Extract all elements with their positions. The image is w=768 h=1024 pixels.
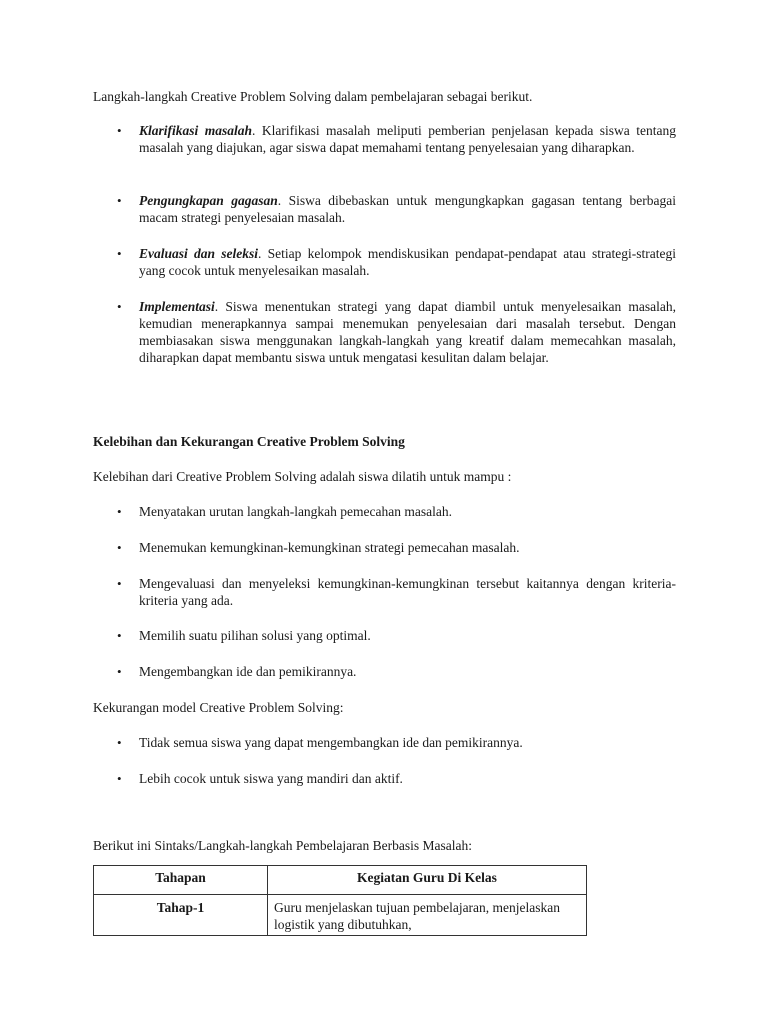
list-item: • Menyatakan urutan langkah-langkah pemecahan masalah. xyxy=(117,504,452,519)
bullet-icon: • xyxy=(117,123,122,138)
step-text: . Siswa menentukan strategi yang dapat diambil untuk menyelesaikan masalah, kemudian menerapkannya sampai menemukan penyelesaian dari masalah tersebut. Dengan membiasakan siswa menggunakan langkah-langkah yang kreatif dalam memecahkan masalah, diharapkan dapat membantu siswa untuk mengatasi kesulitan dalam belajar. xyxy=(139,299,676,365)
syntax-intro: Berikut ini Sintaks/Langkah-langkah Pembelajaran Berbasis Masalah: xyxy=(93,838,473,853)
bullet-icon: • xyxy=(117,735,122,750)
step-term: Evaluasi dan seleksi xyxy=(139,246,259,261)
step-term: Implementasi xyxy=(139,299,215,314)
table-header-activity: Kegiatan Guru Di Kelas xyxy=(268,866,587,895)
list-item xyxy=(93,192,676,226)
syntax-table xyxy=(93,865,587,936)
list-item xyxy=(93,245,676,279)
list-item: • Mengembangkan ide dan pemikirannya. xyxy=(117,664,357,679)
step-term: Klarifikasi masalah xyxy=(139,123,252,138)
intro-paragraph: Langkah-langkah Creative Problem Solving dalam pembelajaran sebagai berikut. xyxy=(93,89,533,104)
list-item: • Lebih cocok untuk siswa yang mandiri dan aktif. xyxy=(117,771,403,786)
list-item: • Menemukan kemungkinan-kemungkinan strategi pemecahan masalah. xyxy=(117,540,520,555)
bullet-icon: • xyxy=(117,540,122,555)
advantages-intro: Kelebihan dari Creative Problem Solving adalah siswa dilatih untuk mampu : xyxy=(93,469,512,484)
bullet-icon: • xyxy=(117,504,122,519)
list-item: • Memilih suatu pilihan solusi yang optimal. xyxy=(117,628,371,643)
table-cell-stage: Tahap-1 xyxy=(94,895,268,936)
table-row xyxy=(94,895,587,936)
list-item xyxy=(93,298,676,366)
bullet-icon: • xyxy=(117,664,122,679)
bullet-icon: • xyxy=(117,576,122,591)
step-text: . Setiap kelompok mendiskusikan pendapat-pendapat atau strategi-strategi yang cocok untuk menyelesaikan masalah. xyxy=(139,246,676,278)
table-header-row xyxy=(94,866,587,895)
bullet-icon: • xyxy=(117,771,122,786)
list-item: • Tidak semua siswa yang dapat mengembangkan ide dan pemikirannya. xyxy=(117,735,523,750)
step-text: . Siswa dibebaskan untuk mengungkapkan gagasan tentang berbagai macam strategi penyelesaian masalah. xyxy=(139,193,676,225)
bullet-icon: • xyxy=(117,193,122,208)
bullet-icon: • xyxy=(117,246,122,261)
step-term: Pengungkapan gagasan xyxy=(139,193,278,208)
list-item: • Mengevaluasi dan menyeleksi kemungkinan-kemungkinan tersebut kaitannya dengan kriteria-kriteria yang ada. xyxy=(117,576,676,608)
list-item xyxy=(93,122,676,156)
bullet-icon: • xyxy=(117,628,122,643)
disadvantages-intro: Kekurangan model Creative Problem Solving: xyxy=(93,700,344,715)
table-header-stage: Tahapan xyxy=(94,866,268,895)
step-text: . Klarifikasi masalah meliputi pemberian penjelasan kepada siswa tentang masalah yang diajukan, agar siswa dapat memahami tentang penyelesaian yang diharapkan. xyxy=(139,123,676,155)
table-cell-activity: Guru menjelaskan tujuan pembelajaran, menjelaskan logistik yang dibutuhkan, xyxy=(268,895,587,936)
section-heading: Kelebihan dan Kekurangan Creative Problem Solving xyxy=(93,434,405,449)
bullet-icon: • xyxy=(117,299,122,314)
